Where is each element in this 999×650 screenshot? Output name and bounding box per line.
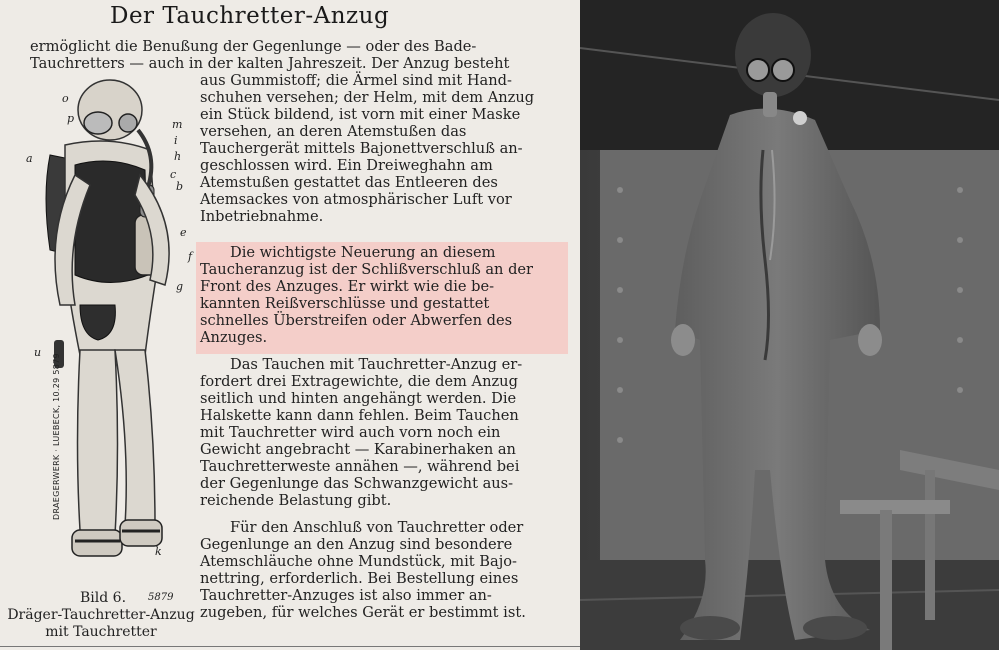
figure-number: 5879 bbox=[148, 592, 174, 603]
text-line: Für den Anschluß von Tauchretter oder bbox=[230, 519, 524, 536]
text-line: geschlossen wird. Ein Dreiweghahn am bbox=[200, 157, 493, 174]
text-line: Die wichtigste Neuerung an diesem bbox=[230, 244, 496, 261]
figure-label-b: b bbox=[176, 180, 184, 193]
printer-credit: DRAEGERWERK · LUEBECK, 10.29 5879 bbox=[52, 353, 61, 520]
text-line: schnelles Überstreifen oder Abwerfen des bbox=[200, 312, 513, 329]
diver-photo bbox=[580, 0, 999, 650]
text-line: Atemschläuche ohne Mundstück, mit Bajo- bbox=[200, 553, 517, 570]
text-line: kannten Reißverschlüsse und gestattet bbox=[200, 295, 490, 312]
figure-label-m: m bbox=[172, 118, 183, 131]
text-line: seitlich und hinten angehängt werden. Die bbox=[200, 390, 517, 407]
text-line: Front des Anzuges. Er wirkt wie die be- bbox=[200, 278, 495, 295]
figure-label-c: c bbox=[170, 168, 177, 181]
text-line: Tauchretters — auch in der kalten Jahreszeit. Der Anzug besteht bbox=[30, 55, 510, 72]
figure-label-o: o bbox=[62, 92, 69, 105]
text-line: aus Gummistoff; die Ärmel sind mit Hand- bbox=[200, 72, 512, 89]
text-line: Tauchretter-Anzuges ist also immer an- bbox=[200, 587, 492, 604]
text-line: Atemsackes von atmosphärischer Luft vor bbox=[200, 191, 512, 208]
figure-label-f: f bbox=[188, 250, 193, 263]
caption-title: Dräger-Tauchretter-Anzug bbox=[7, 607, 195, 623]
figure-label-u: u bbox=[34, 346, 42, 359]
text-line: Tauchergerät mittels Bajonettverschluß an- bbox=[200, 140, 523, 157]
caption-subtitle: mit Tauchretter bbox=[45, 624, 157, 640]
text-line: mit Tauchretter wird auch vorn noch ein bbox=[200, 424, 501, 441]
diver-illustration bbox=[20, 75, 200, 575]
text-line: Anzuges. bbox=[200, 329, 268, 346]
text-line: Tauchretterweste annähen —, während bei bbox=[200, 458, 520, 475]
text-line: fordert drei Extragewichte, die dem Anzug bbox=[200, 373, 518, 390]
text-line: nettring, erforderlich. Bei Bestellung eines bbox=[200, 570, 519, 587]
text-line: versehen, an deren Atemstußen das bbox=[200, 123, 467, 140]
text-line: schuhen versehen; der Helm, mit dem Anzug bbox=[200, 89, 535, 106]
text-line: Atemstußen gestattet das Entleeren des bbox=[200, 174, 498, 191]
text-line: der Gegenlunge das Schwanzgewicht aus- bbox=[200, 475, 514, 492]
text-line: Inbetriebnahme. bbox=[200, 208, 324, 225]
text-line: ermöglicht die Benußung der Gegenlunge — oder des Bade- bbox=[30, 38, 477, 55]
text-line: reichende Belastung gibt. bbox=[200, 492, 392, 509]
figure-label-g: g bbox=[176, 280, 184, 293]
text-line: Gegenlunge an den Anzug sind besondere bbox=[200, 536, 513, 553]
caption-figure-label: Bild 6. bbox=[80, 590, 127, 606]
figure-label-i: i bbox=[174, 134, 178, 147]
text-line: zugeben, für welches Gerät er bestimmt ist. bbox=[200, 604, 526, 621]
figure-label-h: h bbox=[174, 150, 182, 163]
text-line: ein Stück bildend, ist vorn mit einer Maske bbox=[200, 106, 521, 123]
text-line: Taucheranzug ist der Schlißverschluß an der bbox=[200, 261, 534, 278]
photo-panel bbox=[580, 0, 999, 650]
figure-label-k: k bbox=[155, 545, 162, 558]
figure-label-a: a bbox=[26, 152, 33, 165]
page-title: Der Tauchretter-Anzug bbox=[110, 3, 390, 29]
text-line: Halskette kann dann fehlen. Beim Tauchen bbox=[200, 407, 519, 424]
text-line: Gewicht angebracht — Karabinerhaken an bbox=[200, 441, 516, 458]
figure-label-p: p bbox=[67, 112, 75, 125]
figure-label-e: e bbox=[180, 226, 187, 239]
text-line: Das Tauchen mit Tauchretter-Anzug er- bbox=[230, 356, 523, 373]
bottom-rule bbox=[0, 646, 580, 647]
